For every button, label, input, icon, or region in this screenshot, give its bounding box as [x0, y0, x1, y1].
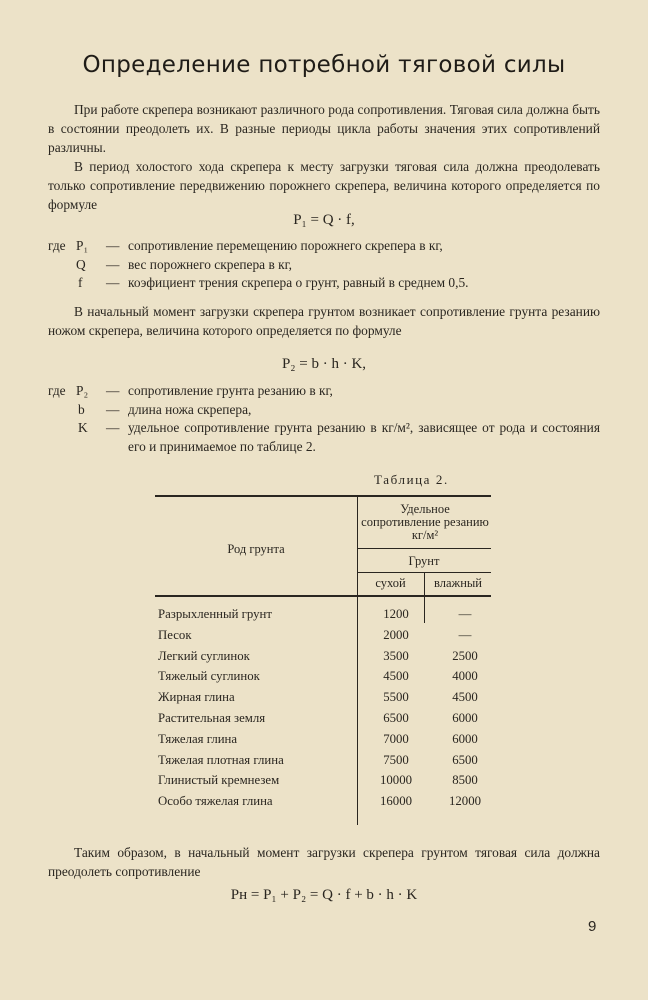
table-row	[155, 709, 491, 730]
cell-wet: —	[458, 607, 472, 621]
definition-symbol: b	[78, 402, 85, 417]
cell-name: Тяжелый суглинок	[158, 669, 260, 684]
column-header-wet: влажный	[434, 576, 482, 590]
table-row	[155, 751, 491, 772]
formula-total: Pн = P₁ + P₂ = Q · f + b · h · K	[230, 887, 418, 903]
cell-name: Разрыхленный грунт	[158, 607, 272, 621]
page-title: Определение потребной тяговой силы	[82, 52, 566, 78]
cell-dry: 6500	[383, 711, 409, 725]
cell-dry: 16000	[380, 794, 412, 809]
definition-symbol: P₂	[76, 383, 89, 398]
cell-dry: 3500	[383, 648, 409, 663]
table-row	[155, 792, 491, 813]
cell-name: Особо тяжелая глина	[158, 794, 273, 809]
definition-row: f — коэфициент трения скрепера о грунт, равный в среднем 0,5.	[48, 273, 600, 313]
cell-wet: 6500	[452, 752, 478, 767]
cell-dry: 4500	[383, 669, 409, 684]
cell-wet: —	[458, 627, 472, 642]
cell-name: Растительная земля	[158, 711, 266, 725]
cell-name: Глинистый кремнезем	[158, 773, 280, 788]
table-row	[155, 647, 491, 668]
formula-p1: P₁ = Q · f,	[293, 212, 355, 228]
definition-row: Q — вес порожнего скрепера в кг,	[48, 255, 600, 275]
cell-dry: 7500	[383, 752, 409, 767]
formula-p2: P₂ = b · h · K,	[281, 356, 367, 372]
definition-text: сопротивление грунта резанию в кг,	[128, 383, 333, 398]
cell-wet: 8500	[452, 773, 478, 788]
definition-prefix: где	[48, 238, 66, 253]
table-row	[155, 771, 491, 792]
paragraph-2: В период холостого хода скрепера к месту загрузки тяговая сила должна преодолевать только сопротивление передвижению порожнего скрепера, величина которого определяется по формуле	[48, 159, 600, 212]
cell-name: Песок	[158, 627, 192, 642]
definition-row: где P₂ — сопротивление грунта резанию в кг,	[48, 381, 600, 401]
cell-name: Легкий суглинок	[158, 648, 250, 663]
table-row	[155, 667, 491, 688]
definition-text: коэфициент трения скрепера о грунт, равный в среднем 0,5.	[128, 275, 469, 290]
cell-wet: 2500	[452, 648, 478, 663]
table-row	[155, 626, 491, 647]
cell-wet: 4500	[452, 690, 478, 705]
cell-wet: 12000	[449, 794, 481, 809]
cell-name: Жирная глина	[158, 690, 235, 705]
cell-dry: 5500	[383, 690, 409, 705]
definition-symbol: P₁	[76, 238, 89, 253]
cell-dry: 10000	[380, 773, 412, 788]
table-row	[155, 688, 491, 709]
definition-symbol: Q	[76, 257, 86, 272]
definition-text: сопротивление перемещению порожнего скрепера в кг,	[128, 238, 443, 253]
paragraph-1: При работе скрепера возникают различного рода сопротивления. Тяговая сила должна быть в состоянии преодолеть их. В разные периоды цикла работы значения этих сопротивлений различны.	[48, 102, 600, 155]
paragraph-4: Таким образом, в начальный момент загрузки скрепера грунтом тяговая сила должна преодолеть сопротивление	[48, 845, 600, 879]
cell-dry: 1200	[383, 607, 409, 621]
table-caption: Таблица 2.	[374, 472, 449, 487]
column-header-dry: сухой	[375, 576, 406, 590]
cell-dry: 7000	[383, 731, 409, 746]
column-header-resistance: Удельное сопротивление резанию кг/м²	[361, 502, 489, 542]
definition-row: b — длина ножа скрепера,	[48, 400, 600, 420]
resistance-table	[155, 495, 491, 825]
table-row	[155, 730, 491, 751]
table-row	[155, 605, 491, 626]
definition-text: длина ножа скрепера,	[128, 402, 252, 417]
cell-name: Тяжелая глина	[158, 731, 238, 746]
column-header-ground: Грунт	[408, 554, 440, 568]
definition-text: вес порожнего скрепера в кг,	[128, 257, 292, 272]
definition-text: удельное сопротивление грунта резанию в кг/м², зависящее от рода и состояния его и принимаемое по таблице 2.	[128, 420, 600, 454]
definition-prefix: где	[48, 383, 66, 398]
column-header-soil: Род грунта	[227, 542, 285, 556]
page-number: 9	[588, 918, 597, 935]
cell-name: Тяжелая плотная глина	[158, 752, 284, 767]
definition-symbol: f	[78, 275, 83, 290]
cell-dry: 2000	[383, 627, 409, 642]
definition-symbol: K	[78, 420, 88, 435]
definition-row: где P₁ — сопротивление перемещению порожнего скрепера в кг,	[48, 236, 600, 256]
definition-row: K — удельное сопротивление грунта резанию в кг/м², зависящее от рода и состояния его и принимаемое по таблице 2.	[78, 420, 600, 454]
cell-wet: 6000	[452, 731, 478, 746]
paragraph-3: В начальный момент загрузки скрепера грунтом возникает сопротивление грунта резанию ножом скрепера, величина которого определяется по формуле	[48, 304, 600, 338]
cell-wet: 4000	[452, 669, 478, 684]
cell-wet: 6000	[452, 711, 478, 725]
